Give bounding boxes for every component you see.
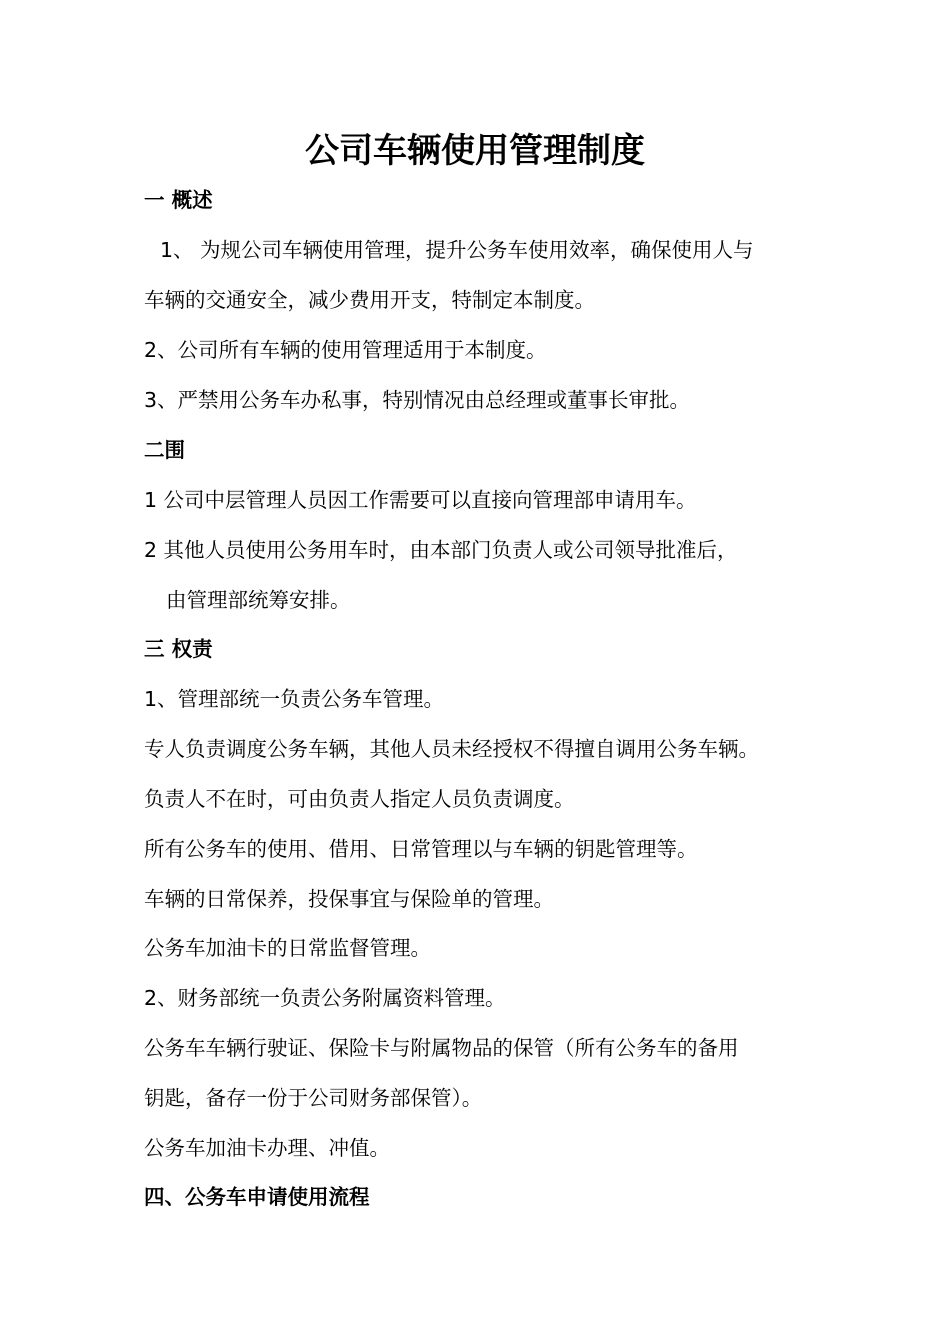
paragraph-line: 钥匙，备存一份于公司财务部保管）。 bbox=[144, 1086, 483, 1110]
paragraph-line: 车辆的日常保养，投保事宜与保险单的管理。 bbox=[144, 887, 554, 911]
paragraph-line: 2、财务部统一负责公务附属资料管理。 bbox=[144, 986, 506, 1010]
paragraph-line: 所有公务车的使用、借用、日常管理以与车辆的钥匙管理等。 bbox=[144, 837, 698, 861]
paragraph-line: 由管理部统筹安排。 bbox=[166, 588, 351, 612]
paragraph-line: 1、管理部统一负责公务车管理。 bbox=[144, 687, 445, 711]
paragraph-line: 1 公司中层管理人员因工作需要可以直接向管理部申请用车。 bbox=[144, 488, 697, 512]
section-heading-procedure: 四、公务车申请使用流程 bbox=[144, 1185, 370, 1209]
paragraph-line: 1、 为规公司车辆使用管理，提升公务车使用效率，确保使用人与 bbox=[160, 238, 754, 262]
paragraph-line: 2 其他人员使用公务用车时，由本部门负责人或公司领导批准后， bbox=[144, 538, 738, 562]
paragraph-line: 公务车车辆行驶证、保险卡与附属物品的保管（所有公务车的备用 bbox=[144, 1036, 739, 1060]
paragraph-line: 专人负责调度公务车辆，其他人员未经授权不得擅自调用公务车辆。 bbox=[144, 737, 759, 761]
paragraph-line: 车辆的交通安全，减少费用开支，特制定本制度。 bbox=[144, 288, 595, 312]
section-heading-overview: 一 概述 bbox=[144, 188, 213, 212]
paragraph-line: 公务车加油卡的日常监督管理。 bbox=[144, 936, 431, 960]
paragraph-line: 3、严禁用公务车办私事，特别情况由总经理或董事长审批。 bbox=[144, 388, 691, 412]
paragraph-line: 负责人不在时，可由负责人指定人员负责调度。 bbox=[144, 787, 575, 811]
document-title: 公司车辆使用管理制度 bbox=[305, 131, 645, 171]
section-heading-responsibilities: 三 权责 bbox=[144, 637, 213, 661]
paragraph-line: 2、公司所有车辆的使用管理适用于本制度。 bbox=[144, 338, 547, 362]
section-heading-scope: 二围 bbox=[144, 438, 185, 462]
paragraph-line: 公务车加油卡办理、冲值。 bbox=[144, 1136, 390, 1160]
